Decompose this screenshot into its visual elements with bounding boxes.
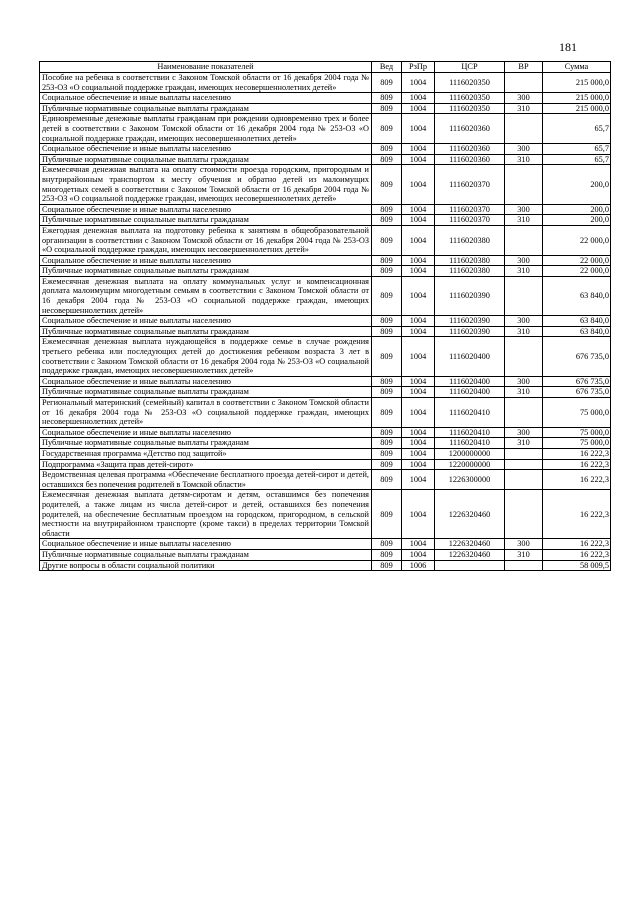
row-ved: 809 — [372, 73, 402, 93]
row-sum: 16 222,3 — [543, 490, 611, 539]
row-ved: 809 — [372, 225, 402, 255]
row-name: Ежемесячная денежная выплата нуждающейся в поддержке семье в случае рождения третьего ребенка или последующих детей до достижения ребенком возраста 3 лет в соответствии с Законом Томской области от 16 декабря 2004 года № 253-ОЗ «О социальной поддержке граждан, имеющих несовершеннолетних детей» — [40, 337, 372, 376]
row-vr: 300 — [505, 539, 543, 550]
row-ved: 809 — [372, 144, 402, 155]
row-sum: 676 735,0 — [543, 387, 611, 398]
row-name: Публичные нормативные социальные выплаты гражданам — [40, 215, 372, 226]
row-sum: 215 000,0 — [543, 103, 611, 114]
row-ved: 809 — [372, 165, 402, 204]
row-vr — [505, 225, 543, 255]
row-vr — [505, 560, 543, 571]
row-rzpr: 1004 — [402, 376, 435, 387]
row-name: Ежемесячная денежная выплата детям-сиротам и детям, оставшимся без попечения родителей, а также лицам из числа детей-сирот и детей, оставшихся без попечения родителей, на обеспечение бесплатным проездом на городском, пригородном, в сельской местности на внутрирайонном транспорте (кроме такси) в пределах территории Томской области — [40, 490, 372, 539]
row-name: Публичные нормативные социальные выплаты гражданам — [40, 387, 372, 398]
table-row — [40, 326, 611, 337]
row-csr: 1116020360 — [435, 114, 505, 144]
row-name: Социальное обеспечение и иные выплаты населению — [40, 376, 372, 387]
row-csr: 1116020400 — [435, 337, 505, 376]
row-ved: 809 — [372, 255, 402, 266]
row-rzpr: 1004 — [402, 225, 435, 255]
row-csr: 1116020370 — [435, 165, 505, 204]
row-vr: 300 — [505, 316, 543, 327]
row-ved: 809 — [372, 448, 402, 459]
budget-table — [39, 61, 611, 571]
row-vr — [505, 448, 543, 459]
row-sum: 22 000,0 — [543, 225, 611, 255]
row-name: Социальное обеспечение и иные выплаты населению — [40, 539, 372, 550]
row-sum: 65,7 — [543, 154, 611, 165]
row-csr: 1116020350 — [435, 93, 505, 104]
row-name: Публичные нормативные социальные выплаты гражданам — [40, 549, 372, 560]
row-rzpr: 1004 — [402, 114, 435, 144]
row-ved: 809 — [372, 114, 402, 144]
row-name: Социальное обеспечение и иные выплаты населению — [40, 255, 372, 266]
table-row — [40, 266, 611, 277]
row-name: Другие вопросы в области социальной политики — [40, 560, 372, 571]
row-ved: 809 — [372, 470, 402, 490]
row-name: Публичные нормативные социальные выплаты гражданам — [40, 154, 372, 165]
row-rzpr: 1004 — [402, 73, 435, 93]
table-row — [40, 459, 611, 470]
row-ved: 809 — [372, 459, 402, 470]
table-row — [40, 93, 611, 104]
row-rzpr: 1004 — [402, 549, 435, 560]
row-csr: 1220000000 — [435, 459, 505, 470]
row-vr — [505, 470, 543, 490]
row-name: Публичные нормативные социальные выплаты гражданам — [40, 266, 372, 277]
row-vr: 300 — [505, 204, 543, 215]
row-csr: 1200000000 — [435, 448, 505, 459]
row-csr: 1116020400 — [435, 387, 505, 398]
table-row — [40, 387, 611, 398]
header-name: Наименование показателей — [40, 62, 372, 73]
row-sum: 16 222,3 — [543, 470, 611, 490]
row-rzpr: 1004 — [402, 165, 435, 204]
row-rzpr: 1004 — [402, 438, 435, 449]
row-sum: 215 000,0 — [543, 73, 611, 93]
row-vr — [505, 337, 543, 376]
row-vr: 300 — [505, 93, 543, 104]
row-rzpr: 1004 — [402, 387, 435, 398]
row-rzpr: 1004 — [402, 459, 435, 470]
table-row — [40, 438, 611, 449]
row-ved: 809 — [372, 215, 402, 226]
row-ved: 809 — [372, 93, 402, 104]
row-sum: 75 000,0 — [543, 398, 611, 428]
row-vr: 310 — [505, 326, 543, 337]
row-csr: 1226320460 — [435, 490, 505, 539]
row-ved: 809 — [372, 316, 402, 327]
row-csr: 1226300000 — [435, 470, 505, 490]
row-name: Социальное обеспечение и иные выплаты населению — [40, 316, 372, 327]
row-sum: 16 222,3 — [543, 459, 611, 470]
row-vr: 300 — [505, 427, 543, 438]
row-name: Публичные нормативные социальные выплаты гражданам — [40, 438, 372, 449]
table-row — [40, 427, 611, 438]
row-name: Региональный материнский (семейный) капитал в соответствии с Законом Томской области от 16 декабря 2004 года № 253-ОЗ «О социальной поддержке граждан, имеющих несовершеннолетних детей» — [40, 398, 372, 428]
row-vr: 310 — [505, 387, 543, 398]
table-row — [40, 154, 611, 165]
table-row — [40, 103, 611, 114]
row-rzpr: 1004 — [402, 490, 435, 539]
row-csr: 1116020350 — [435, 103, 505, 114]
header-csr: ЦСР — [435, 62, 505, 73]
row-name: Ежемесячная денежная выплата на оплату коммунальных услуг и компенсационная доплата малоимущим многодетным семьям в соответствии с Законом Томской области от 16 декабря 2004 года № 253-ОЗ «О социальной поддержке граждан, имеющих несовершеннолетних детей» — [40, 276, 372, 315]
row-name: Социальное обеспечение и иные выплаты населению — [40, 144, 372, 155]
row-csr: 1116020350 — [435, 73, 505, 93]
row-ved: 809 — [372, 154, 402, 165]
table-row — [40, 490, 611, 539]
table-row — [40, 276, 611, 315]
row-sum: 215 000,0 — [543, 93, 611, 104]
row-vr — [505, 73, 543, 93]
row-rzpr: 1004 — [402, 266, 435, 277]
row-sum: 63 840,0 — [543, 316, 611, 327]
row-vr — [505, 490, 543, 539]
row-csr: 1116020360 — [435, 144, 505, 155]
table-row — [40, 560, 611, 571]
row-ved: 809 — [372, 560, 402, 571]
row-name: Социальное обеспечение и иные выплаты населению — [40, 204, 372, 215]
row-name: Социальное обеспечение и иные выплаты населению — [40, 427, 372, 438]
row-csr: 1116020370 — [435, 204, 505, 215]
row-rzpr: 1004 — [402, 448, 435, 459]
row-rzpr: 1004 — [402, 470, 435, 490]
row-ved: 809 — [372, 387, 402, 398]
row-rzpr: 1004 — [402, 398, 435, 428]
row-name: Ведомственная целевая программа «Обеспечение бесплатного проезда детей-сирот и детей, оставшихся без попечения родителей в Томской области» — [40, 470, 372, 490]
table-row — [40, 398, 611, 428]
row-rzpr: 1004 — [402, 215, 435, 226]
row-ved: 809 — [372, 376, 402, 387]
header-vr: ВР — [505, 62, 543, 73]
row-ved: 809 — [372, 337, 402, 376]
row-csr: 1116020390 — [435, 276, 505, 315]
table-row — [40, 255, 611, 266]
row-rzpr: 1004 — [402, 337, 435, 376]
row-vr: 310 — [505, 215, 543, 226]
row-csr: 1116020410 — [435, 398, 505, 428]
row-sum: 676 735,0 — [543, 337, 611, 376]
row-ved: 809 — [372, 276, 402, 315]
row-rzpr: 1004 — [402, 103, 435, 114]
row-rzpr: 1004 — [402, 154, 435, 165]
row-sum: 200,0 — [543, 215, 611, 226]
row-vr — [505, 114, 543, 144]
row-sum: 63 840,0 — [543, 276, 611, 315]
row-csr — [435, 560, 505, 571]
row-csr: 1226320460 — [435, 539, 505, 550]
row-sum: 22 000,0 — [543, 266, 611, 277]
row-vr: 310 — [505, 549, 543, 560]
table-row — [40, 316, 611, 327]
row-rzpr: 1004 — [402, 93, 435, 104]
table-row — [40, 165, 611, 204]
table-row — [40, 204, 611, 215]
row-name: Государственная программа «Детство под защитой» — [40, 448, 372, 459]
row-vr: 310 — [505, 154, 543, 165]
row-sum: 16 222,3 — [543, 549, 611, 560]
row-vr — [505, 276, 543, 315]
row-rzpr: 1004 — [402, 316, 435, 327]
row-csr: 1116020380 — [435, 266, 505, 277]
row-ved: 809 — [372, 490, 402, 539]
row-sum: 200,0 — [543, 204, 611, 215]
table-row — [40, 215, 611, 226]
row-rzpr: 1004 — [402, 144, 435, 155]
table-row — [40, 73, 611, 93]
row-sum: 65,7 — [543, 114, 611, 144]
row-csr: 1116020380 — [435, 255, 505, 266]
table-body — [40, 73, 611, 571]
row-sum: 63 840,0 — [543, 326, 611, 337]
row-sum: 200,0 — [543, 165, 611, 204]
row-rzpr: 1004 — [402, 326, 435, 337]
row-sum: 16 222,3 — [543, 448, 611, 459]
row-vr — [505, 398, 543, 428]
row-vr: 300 — [505, 144, 543, 155]
table-row — [40, 549, 611, 560]
row-name: Подпрограмма «Защита прав детей-сирот» — [40, 459, 372, 470]
row-name: Пособие на ребенка в соответствии с Законом Томской области от 16 декабря 2004 года № 253-ОЗ «О социальной поддержке граждан, имеющих несовершеннолетних детей» — [40, 73, 372, 93]
header-rzpr: РзПр — [402, 62, 435, 73]
row-vr — [505, 459, 543, 470]
row-sum: 65,7 — [543, 144, 611, 155]
row-rzpr: 1004 — [402, 204, 435, 215]
table-row — [40, 448, 611, 459]
row-name: Ежегодная денежная выплата на подготовку ребенка к занятиям в общеобразовательной организации в соответствии с Законом Томской области от 16 декабря 2004 года № 253-ОЗ «О социальной поддержке граждан, имеющих несовершеннолетних детей» — [40, 225, 372, 255]
page-number: 181 — [559, 40, 577, 54]
row-vr: 310 — [505, 103, 543, 114]
row-vr: 310 — [505, 438, 543, 449]
row-ved: 809 — [372, 266, 402, 277]
row-rzpr: 1004 — [402, 539, 435, 550]
row-csr: 1116020390 — [435, 316, 505, 327]
row-ved: 809 — [372, 427, 402, 438]
row-ved: 809 — [372, 326, 402, 337]
row-name: Единовременные денежные выплаты гражданам при рождении одновременно трех и более детей в соответствии с Законом Томской области от 16 декабря 2004 года № 253-ОЗ «О социальной поддержке граждан, имеющих несовершеннолетних детей» — [40, 114, 372, 144]
table-row — [40, 470, 611, 490]
row-rzpr: 1004 — [402, 276, 435, 315]
header-ved: Вед — [372, 62, 402, 73]
table-row — [40, 144, 611, 155]
row-ved: 809 — [372, 438, 402, 449]
row-csr: 1116020370 — [435, 215, 505, 226]
row-csr: 1116020410 — [435, 427, 505, 438]
row-vr: 300 — [505, 255, 543, 266]
row-sum: 75 000,0 — [543, 438, 611, 449]
table-row — [40, 539, 611, 550]
row-vr: 310 — [505, 266, 543, 277]
row-name: Публичные нормативные социальные выплаты гражданам — [40, 103, 372, 114]
row-rzpr: 1004 — [402, 427, 435, 438]
row-csr: 1116020410 — [435, 438, 505, 449]
row-sum: 16 222,3 — [543, 539, 611, 550]
row-name: Ежемесячная денежная выплата на оплату стоимости проезда городским, пригородным и внутрирайонным транспортом к месту обучения и обратно детей из малоимущих многодетных семей в соответствии с Законом Томской области от 16 декабря 2004 года № 253-ОЗ «О социальной поддержке граждан, имеющих несовершеннолетних детей» — [40, 165, 372, 204]
table-header-row — [40, 62, 611, 73]
row-vr — [505, 165, 543, 204]
row-sum: 75 000,0 — [543, 427, 611, 438]
row-rzpr: 1004 — [402, 255, 435, 266]
table-row — [40, 376, 611, 387]
row-csr: 1116020390 — [435, 326, 505, 337]
row-csr: 1116020380 — [435, 225, 505, 255]
row-csr: 1116020360 — [435, 154, 505, 165]
row-ved: 809 — [372, 398, 402, 428]
table-row — [40, 114, 611, 144]
table-row — [40, 337, 611, 376]
row-sum: 676 735,0 — [543, 376, 611, 387]
row-sum: 58 009,5 — [543, 560, 611, 571]
row-vr: 300 — [505, 376, 543, 387]
row-ved: 809 — [372, 549, 402, 560]
row-ved: 809 — [372, 204, 402, 215]
table-row — [40, 225, 611, 255]
row-sum: 22 000,0 — [543, 255, 611, 266]
row-csr: 1116020400 — [435, 376, 505, 387]
row-csr: 1226320460 — [435, 549, 505, 560]
row-rzpr: 1006 — [402, 560, 435, 571]
header-sum: Сумма — [543, 62, 611, 73]
row-ved: 809 — [372, 539, 402, 550]
row-name: Социальное обеспечение и иные выплаты населению — [40, 93, 372, 104]
row-ved: 809 — [372, 103, 402, 114]
row-name: Публичные нормативные социальные выплаты гражданам — [40, 326, 372, 337]
